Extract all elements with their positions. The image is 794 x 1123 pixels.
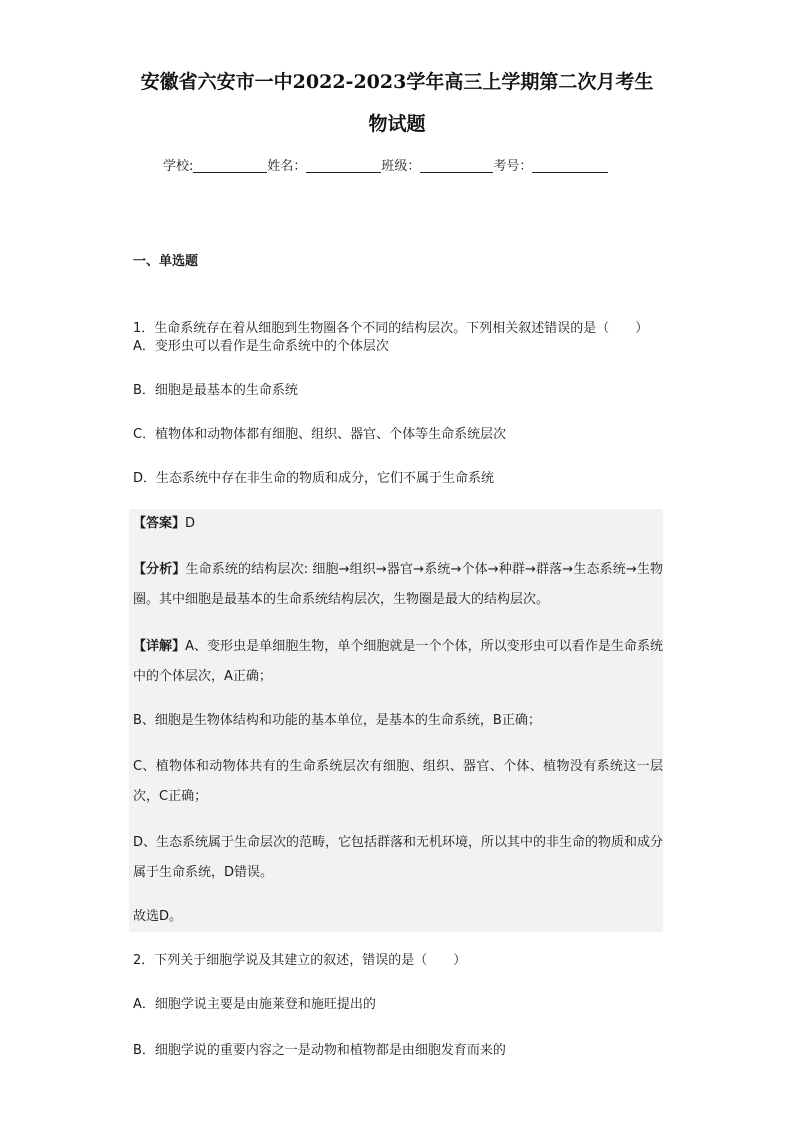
answer-tag: 【答案】 [133, 516, 186, 531]
q1-detail-a [133, 632, 663, 692]
q1-conclusion: 故选D。 [133, 909, 183, 924]
q1-option-d: D．生态系统中存在非生命的物质和成分，它们不属于生命系统 [133, 471, 495, 486]
class-blank[interactable] [420, 158, 493, 173]
q2-stem: 2．下列关于细胞学说及其建立的叙述，错误的是（ ） [133, 953, 467, 968]
school-label: 学校: [163, 159, 194, 174]
q1-option-a: A．变形虫可以看作是生命系统中的个体层次 [133, 339, 389, 354]
q1-detail-c: C、植物体和动物体共有的生命系统层次有细胞、组织、器官、个体、植物没有系统这一层次，C正确； [133, 759, 663, 804]
number-blank[interactable] [532, 158, 608, 173]
section-heading: 一、单选题 [133, 254, 199, 269]
q1-detail-d: D、生态系统属于生命层次的范畴，它包括群落和无机环境，所以其中的非生命的物质和成分属于生命系统，D错误。 [133, 835, 664, 880]
q1-answer [133, 515, 663, 533]
detail-a-text: A、变形虫是单细胞生物，单个细胞就是一个个体，所以变形虫可以看作是生命系统中的个体层次，A正确； [133, 639, 663, 684]
detail-tag: 【详解】 [133, 639, 186, 654]
student-info-row [163, 158, 633, 176]
school-blank[interactable] [193, 158, 267, 173]
number-label: 考号： [493, 159, 533, 174]
q1-option-c: C．植物体和动物体都有细胞、组织、器官、个体等生命系统层次 [133, 427, 507, 442]
analysis-text: 生命系统的结构层次: 细胞→组织→器官→系统→个体→种群→群落→生态系统→生物圈。其中细胞是最基本的生命系统结构层次，生物圈是最大的结构层次。 [133, 562, 663, 607]
class-label: 班级： [381, 159, 421, 174]
q2-option-b: B．细胞学说的重要内容之一是动物和植物都是由细胞发育而来的 [133, 1043, 506, 1058]
q1-detail-b: B、细胞是生物体结构和功能的基本单位，是基本的生命系统，B正确； [133, 713, 541, 728]
analysis-tag: 【分析】 [133, 562, 186, 577]
q1-stem: 1．生命系统存在着从细胞到生物圈各个不同的结构层次。下列相关叙述错误的是（ ） [133, 321, 649, 336]
name-label: 姓名： [267, 159, 307, 174]
doc-title-line-2: 物试题 [368, 113, 426, 135]
q1-option-b: B．细胞是最基本的生命系统 [133, 383, 298, 398]
name-blank[interactable] [306, 158, 381, 173]
q1-analysis [133, 555, 663, 615]
answer-value: D [185, 516, 196, 531]
doc-title-line-1: 安徽省六安市一中2022-2023学年高三上学期第二次月考生 [140, 71, 654, 93]
q2-option-a: A．细胞学说主要是由施莱登和施旺提出的 [133, 997, 376, 1012]
